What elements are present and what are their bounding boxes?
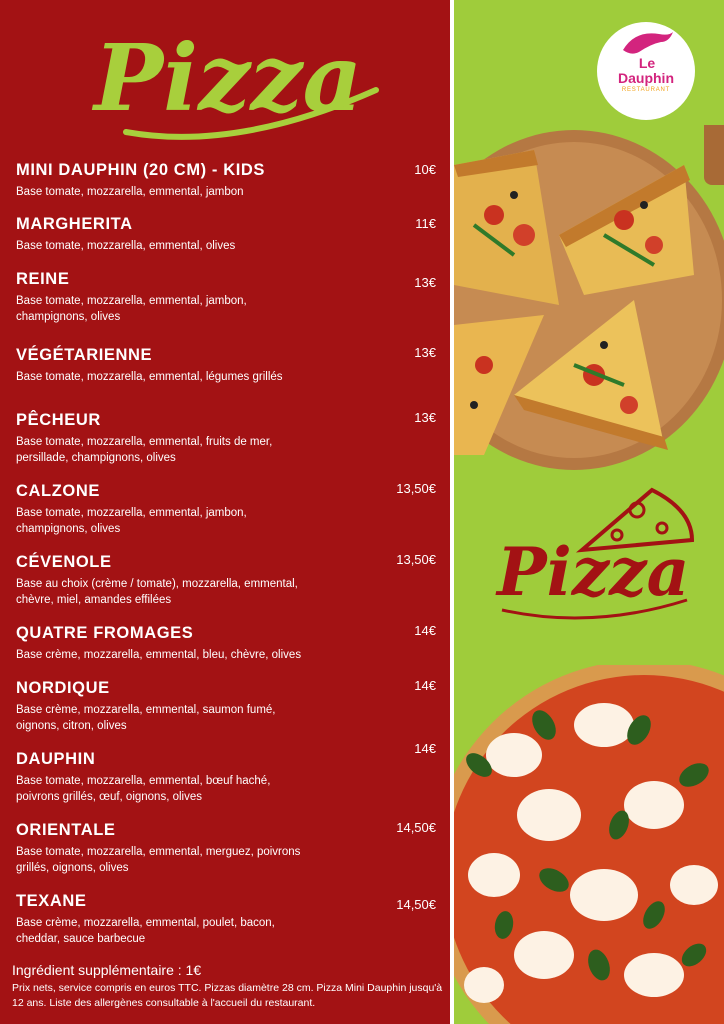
item-name: QUATRE FROMAGES <box>16 624 194 642</box>
menu-item <box>16 552 440 608</box>
item-desc: Base tomate, mozzarella, emmental, légumes grillés <box>16 371 283 383</box>
menu-item <box>16 820 440 876</box>
pizza-badge-illustration <box>492 480 712 660</box>
item-desc: Base tomate, mozzarella, emmental, jambon <box>16 186 244 198</box>
item-price: 13,50€ <box>396 481 436 496</box>
pizza-slices-board-image <box>454 125 724 475</box>
menu-item <box>16 678 440 734</box>
logo-name-line1: Le <box>638 55 656 71</box>
item-price: 13,50€ <box>396 552 436 567</box>
menu-item <box>16 269 440 325</box>
item-name: TEXANE <box>16 892 87 910</box>
item-price: 14,50€ <box>396 820 436 835</box>
item-price: 14€ <box>414 678 436 693</box>
item-name: REINE <box>16 270 70 288</box>
extra-ingredient-note: Ingrédient supplémentaire : 1€ <box>12 962 202 978</box>
margherita-pizza-image <box>454 665 724 1024</box>
menu-item <box>16 160 440 200</box>
item-desc: Base tomate, mozzarella, emmental, olives <box>16 240 236 252</box>
item-name: PÊCHEUR <box>16 411 101 429</box>
footer-note: Prix nets, service compris en euros TTC. Pizzas diamètre 28 cm. Pizza Mini Dauphin jusqu'à 12 ans. Liste des allergènes consultable à l'accueil du restaurant. <box>12 982 443 1009</box>
page-title: Pizza <box>94 24 363 132</box>
menu-item <box>16 410 440 466</box>
item-desc: Base crème, mozzarella, emmental, saumon fumé, oignons, citron, olives <box>16 704 276 732</box>
logo-name-line2: Dauphin <box>618 70 674 86</box>
item-name: MINI DAUPHIN (20 CM) - KIDS <box>16 161 266 179</box>
item-name: ORIENTALE <box>16 821 116 839</box>
menu-item <box>16 345 440 385</box>
restaurant-logo <box>597 22 695 120</box>
side-panel <box>454 0 724 1024</box>
item-name: CÉVENOLE <box>16 553 112 571</box>
menu-item <box>16 623 440 663</box>
item-desc: Base crème, mozzarella, emmental, bleu, chèvre, olives <box>16 649 302 661</box>
item-name: NORDIQUE <box>16 679 110 697</box>
item-price: 14€ <box>414 741 436 756</box>
item-name: MARGHERITA <box>16 215 133 233</box>
item-desc: Base au choix (crème / tomate), mozzarella, emmental, chèvre, miel, amandes effilées <box>16 578 298 606</box>
item-desc: Base crème, mozzarella, emmental, poulet, bacon, cheddar, sauce barbecue <box>16 917 275 945</box>
item-price: 13€ <box>414 275 436 290</box>
item-price: 14€ <box>414 623 436 638</box>
item-name: VÉGÉTARIENNE <box>16 346 153 364</box>
menu-item <box>16 741 440 805</box>
badge-title: Pizza <box>497 533 690 611</box>
item-desc: Base tomate, mozzarella, emmental, merguez, poivrons grillés, oignons, olives <box>16 846 301 874</box>
dolphin-icon <box>617 28 675 58</box>
item-price: 11€ <box>415 216 436 231</box>
menu-item <box>16 481 440 537</box>
item-price: 14,50€ <box>396 897 436 912</box>
item-price: 10€ <box>414 162 436 177</box>
item-desc: Base tomate, mozzarella, emmental, bœuf haché, poivrons grillés, œuf, oignons, olives <box>16 775 271 803</box>
item-price: 13€ <box>414 345 436 360</box>
item-price: 13€ <box>414 410 436 425</box>
menu-item <box>16 891 440 947</box>
item-name: DAUPHIN <box>16 750 96 768</box>
item-name: CALZONE <box>16 482 100 500</box>
item-desc: Base tomate, mozzarella, emmental, jambon, champignons, olives <box>16 295 247 323</box>
item-desc: Base tomate, mozzarella, emmental, fruits de mer, persillade, champignons, olives <box>16 436 273 464</box>
pizza-title-script <box>86 2 386 142</box>
menu-item <box>16 214 440 254</box>
logo-subtitle: RESTAURANT <box>621 87 671 93</box>
item-desc: Base tomate, mozzarella, emmental, jambon, champignons, olives <box>16 507 247 535</box>
